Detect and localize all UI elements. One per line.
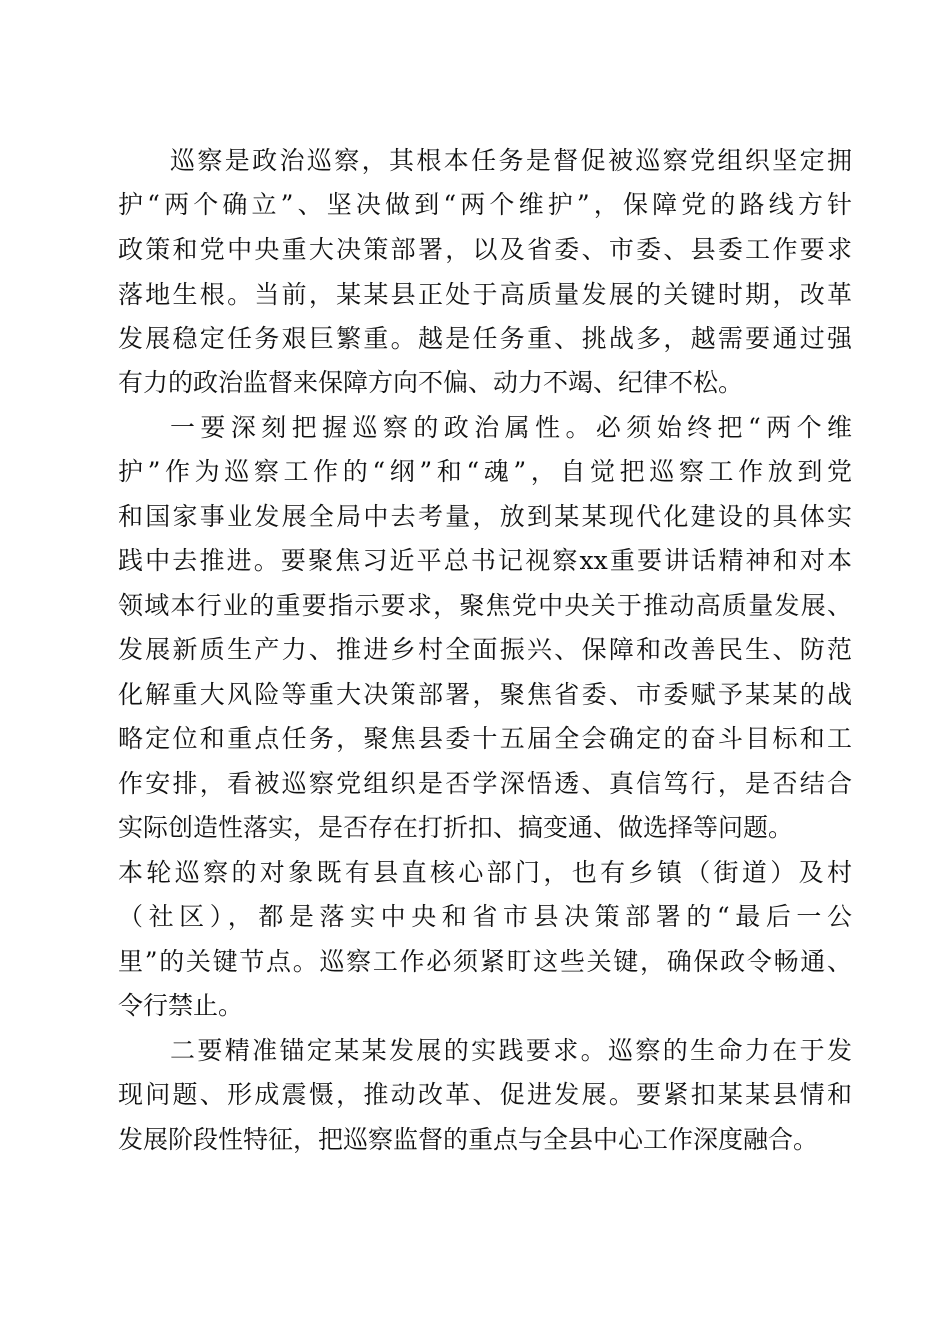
paragraph-line: 护“两个确立”、坚决做到“两个维护”，保障党的路线方针 [118,190,852,219]
paragraph-line: 政策和党中央重大决策部署，以及省委、市委、县委工作要求 [118,235,852,264]
paragraph-line: 和国家事业发展全局中去考量，放到某某现代化建设的具体实 [118,502,852,531]
paragraph-line: 巡察是政治巡察，其根本任务是督促被巡察党组织坚定拥 [170,146,852,175]
paragraph-line: 作安排，看被巡察党组织是否学深悟透、真信笃行，是否结合 [118,769,852,798]
paragraph-line: 有力的政治监督来保障方向不偏、动力不竭、纪律不松。 [118,368,744,397]
paragraph-line: 发展新质生产力、推进乡村全面振兴、保障和改善民生、防范 [118,635,852,664]
paragraph-line: （社区），都是落实中央和省市县决策部署的“最后一公 [118,902,852,931]
paragraph-line: 现问题、形成震慑，推动改革、促进发展。要紧扣某某县情和 [118,1080,852,1109]
paragraph-line: 落地生根。当前，某某县正处于高质量发展的关键时期，改革 [118,280,852,309]
paragraph-line: 本轮巡察的对象既有县直核心部门，也有乡镇（街道）及村 [118,858,852,887]
paragraph-line: 护”作为巡察工作的“纲”和“魂”，自觉把巡察工作放到党 [118,457,852,486]
paragraph-line: 二要精准锚定某某发展的实践要求。巡察的生命力在于发 [170,1036,852,1065]
paragraph-line: 里”的关键节点。巡察工作必须紧盯这些关键，确保政令畅通、 [118,947,852,976]
paragraph-line: 一要深刻把握巡察的政治属性。必须始终把“两个维 [170,413,852,442]
paragraph-line: 发展稳定任务艰巨繁重。越是任务重、挑战多，越需要通过强 [118,324,852,353]
paragraph-line: 实际创造性落实，是否存在打折扣、搞变通、做选择等问题。 [118,813,794,842]
paragraph-line: 化解重大风险等重大决策部署，聚焦省委、市委赋予某某的战 [118,680,852,709]
paragraph-line: 发展阶段性特征，把巡察监督的重点与全县中心工作深度融合。 [118,1125,819,1154]
paragraph-line: 略定位和重点任务，聚焦县委十五届全会确定的奋斗目标和工 [118,724,852,753]
paragraph-line: 令行禁止。 [118,991,244,1020]
paragraph-line: 践中去推进。要聚焦习近平总书记视察xx重要讲话精神和对本 [118,546,852,575]
paragraph-line: 领域本行业的重要指示要求，聚焦党中央关于推动高质量发展、 [118,591,852,620]
